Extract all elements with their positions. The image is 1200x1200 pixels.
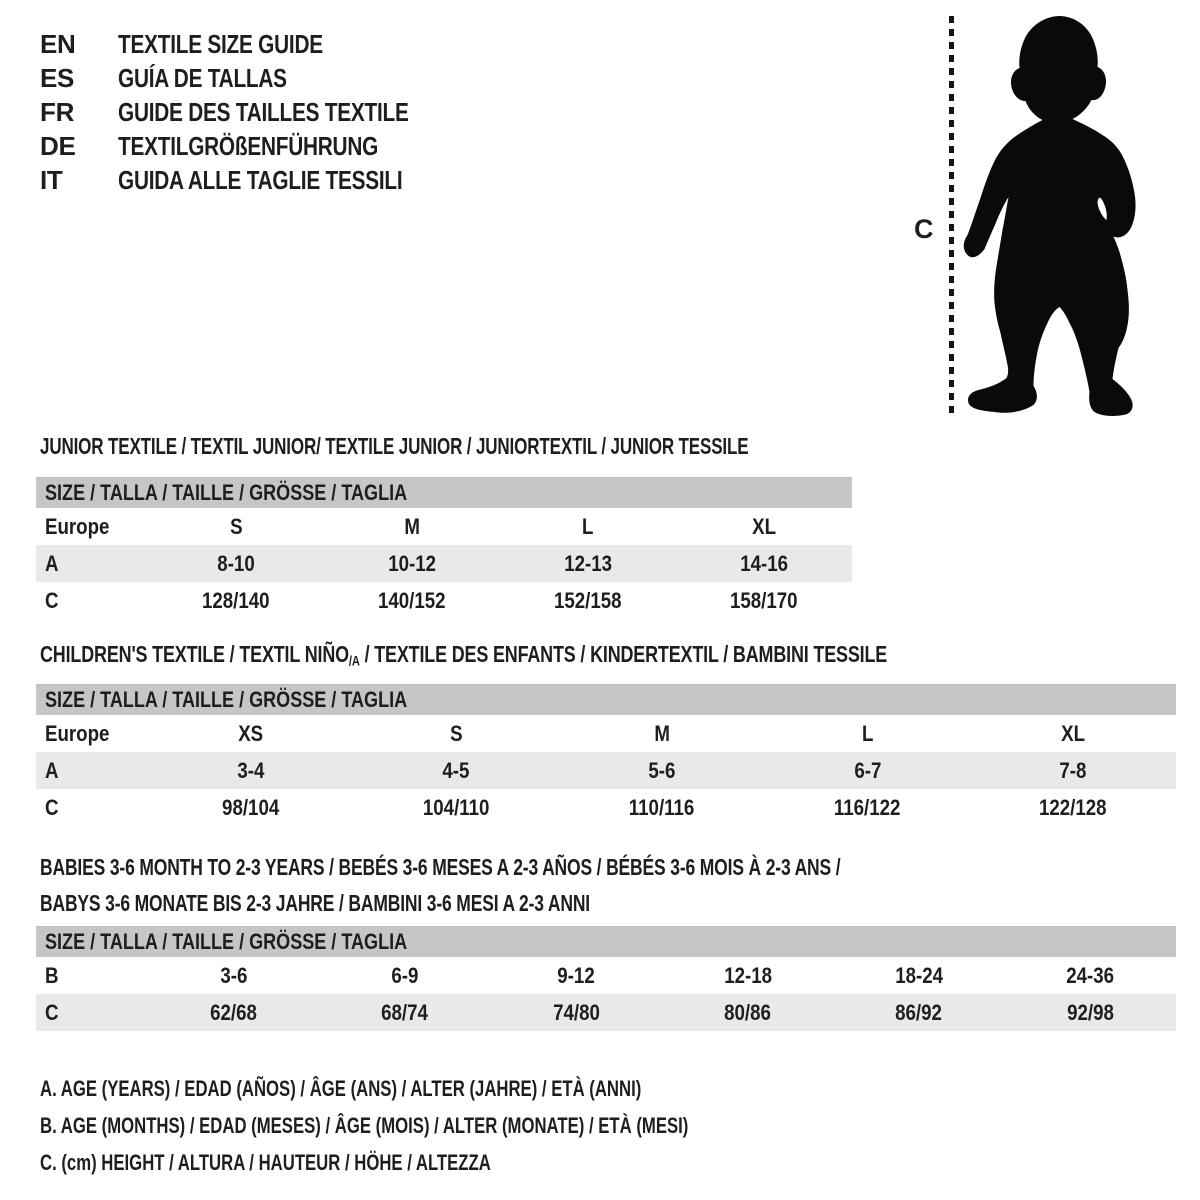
height-cell: 116/122 xyxy=(834,794,901,820)
language-code: FR xyxy=(40,96,75,127)
age-cell: 14-16 xyxy=(740,550,788,576)
babies-size-table xyxy=(36,926,1176,1031)
height-cell: 128/140 xyxy=(202,587,270,613)
height-cell: 110/116 xyxy=(629,794,695,820)
height-cell: 98/104 xyxy=(222,794,280,820)
size-header-bar: SIZE / TALLA / TAILLE / GRÖSSE / TAGLIA xyxy=(36,477,852,508)
row-label-b: B xyxy=(45,962,59,988)
junior-row-a xyxy=(36,545,852,582)
language-row-en xyxy=(40,27,481,61)
children-row-a xyxy=(36,752,1176,789)
children-section-title: CHILDREN'S TEXTILE / TEXTIL NIÑO/A / TEXTILE DES ENFANTS / KINDERTEXTIL / BAMBINI TESSILE xyxy=(40,641,888,670)
legend-line-a: A. AGE (YEARS) / EDAD (AÑOS) / ÂGE (ANS) / ALTER (JAHRE) / ETÀ (ANNI) xyxy=(40,1075,642,1101)
row-label-a: A xyxy=(45,757,59,783)
row-label-c: C xyxy=(45,794,59,820)
region-label: Europe xyxy=(45,720,110,746)
children-row-c xyxy=(36,789,1176,826)
size-column-l: L xyxy=(861,720,874,746)
size-column-l: L xyxy=(582,513,594,539)
toddler-silhouette xyxy=(962,8,1168,420)
age-cell: 7-8 xyxy=(1059,757,1087,783)
height-cell: 62/68 xyxy=(210,999,258,1025)
babies-title-line1: BABIES 3-6 MONTH TO 2-3 YEARS / BEBÉS 3-6 MESES A 2-3 AÑOS / BÉBÉS 3-6 MOIS À 2-3 ANS / xyxy=(40,854,841,880)
guide-title-es: GUÍA DE TALLAS xyxy=(118,62,287,93)
language-code: IT xyxy=(40,164,63,195)
junior-section-title: JUNIOR TEXTILE / TEXTIL JUNIOR/ TEXTILE JUNIOR / JUNIORTEXTIL / JUNIOR TESSILE xyxy=(40,433,749,459)
height-cell: 152/158 xyxy=(554,587,622,613)
legend-line-b: B. AGE (MONTHS) / EDAD (MESES) / ÂGE (MOIS) / ALTER (MONATE) / ETÀ (MESI) xyxy=(40,1112,689,1138)
babies-section-title xyxy=(40,849,1093,921)
language-row-it xyxy=(40,163,481,197)
height-cell: 104/110 xyxy=(423,794,490,820)
height-cell: 74/80 xyxy=(552,999,600,1025)
height-measure-label: C xyxy=(914,214,934,244)
guide-title-it: GUIDA ALLE TAGLIE TESSILI xyxy=(118,164,403,195)
size-header-bar: SIZE / TALLA / TAILLE / GRÖSSE / TAGLIA xyxy=(36,926,1176,957)
age-cell: 5-6 xyxy=(648,757,676,783)
language-row-fr xyxy=(40,95,481,129)
size-column-m: M xyxy=(404,513,420,539)
guide-title-de: TEXTILGRÖßENFÜHRUNG xyxy=(118,130,379,161)
language-row-de xyxy=(40,129,481,163)
junior-size-table xyxy=(36,477,852,619)
row-label-c: C xyxy=(45,999,59,1025)
measurement-legend xyxy=(40,1070,893,1181)
height-cell: 158/170 xyxy=(730,587,798,613)
children-size-table xyxy=(36,684,1176,826)
junior-row-c xyxy=(36,582,852,619)
size-column-xl: XL xyxy=(1061,720,1086,746)
size-column-xs: XS xyxy=(238,720,264,746)
size-column-m: M xyxy=(654,720,670,746)
month-cell: 6-9 xyxy=(391,962,419,988)
legend-line-c: C. (cm) HEIGHT / ALTURA / HAUTEUR / HÖHE / ALTEZZA xyxy=(40,1149,491,1175)
height-cell: 140/152 xyxy=(378,587,446,613)
month-cell: 24-36 xyxy=(1066,962,1115,988)
language-code: EN xyxy=(40,28,76,59)
size-column-s: S xyxy=(229,513,243,539)
age-cell: 4-5 xyxy=(442,757,470,783)
babies-title-line2: BABYS 3-6 MONATE BIS 2-3 JAHRE / BAMBINI 3-6 MESI A 2-3 ANNI xyxy=(40,890,591,916)
height-cell: 122/128 xyxy=(1039,794,1107,820)
region-label: Europe xyxy=(45,513,110,539)
language-row-es xyxy=(40,61,481,95)
children-region-row xyxy=(36,715,1176,752)
row-label-c: C xyxy=(45,587,59,613)
month-cell: 3-6 xyxy=(220,962,248,988)
language-guide-list xyxy=(40,27,481,197)
height-cell: 68/74 xyxy=(381,999,429,1025)
babies-row-c xyxy=(36,994,1176,1031)
language-code: DE xyxy=(40,130,76,161)
height-cell: 80/86 xyxy=(724,999,772,1025)
age-cell: 3-4 xyxy=(237,757,265,783)
junior-region-row xyxy=(36,508,852,545)
size-header-bar: SIZE / TALLA / TAILLE / GRÖSSE / TAGLIA xyxy=(36,684,1176,715)
language-code: ES xyxy=(40,62,75,93)
month-cell: 9-12 xyxy=(557,962,596,988)
height-dashed-line xyxy=(949,16,954,418)
age-cell: 8-10 xyxy=(217,550,255,576)
guide-title-fr: GUIDE DES TAILLES TEXTILE xyxy=(118,96,409,127)
guide-title-en: TEXTILE SIZE GUIDE xyxy=(118,28,323,59)
nino-a-subscript: /A xyxy=(348,653,360,670)
month-cell: 18-24 xyxy=(895,962,943,988)
size-column-xl: XL xyxy=(752,513,776,539)
month-cell: 12-18 xyxy=(723,962,772,988)
babies-row-b xyxy=(36,957,1176,994)
age-cell: 12-13 xyxy=(564,550,612,576)
height-cell: 92/98 xyxy=(1066,999,1114,1025)
age-cell: 6-7 xyxy=(854,757,882,783)
size-column-s: S xyxy=(450,720,463,746)
row-label-a: A xyxy=(45,550,59,576)
height-cell: 86/92 xyxy=(895,999,943,1025)
age-cell: 10-12 xyxy=(388,550,436,576)
